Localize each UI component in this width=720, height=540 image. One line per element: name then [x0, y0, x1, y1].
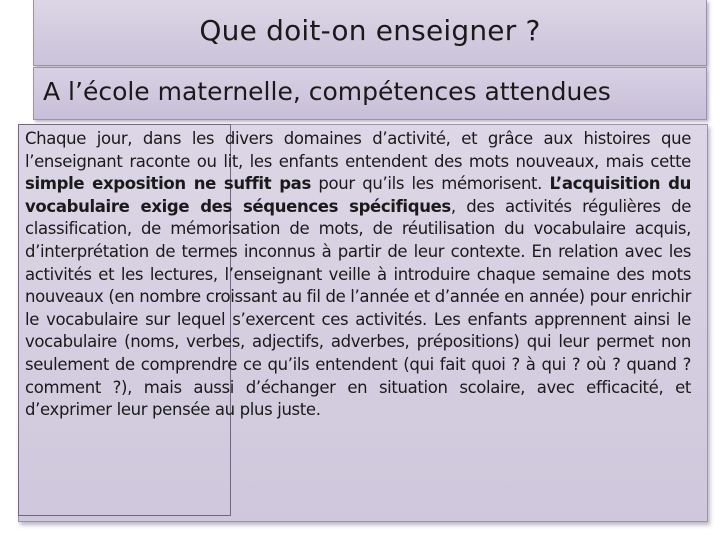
slide-title: Que doit-on enseigner ? — [199, 14, 541, 47]
body-run-bold: L’acquisition du vocabulaire exige des séquences spécifiques — [25, 174, 692, 216]
body-paragraph — [25, 128, 691, 422]
body-run: Chaque jour, dans les divers domaines d’activité, et grâce aux histoires que l’enseignant raconte ou lit, les enfants entendent des mots nouveaux, mais cette — [25, 129, 691, 171]
body-run: , des activités régulières de classification, de mémorisation de mots, de réutilisation du vocabulaire acquis, d’interprétation de termes inconnus à partir de leur contexte. En relation avec les activités et les lectures, l’enseignant veille à introduire chaque semaine des mots nouveaux (en nombre croissant au fil de l’année et d’année en année) pour enrichir le vocabulaire sur lequel s’exercent ces activités. Les enfants apprennent ainsi le vocabulaire (noms, verbes, adjectifs, adverbes, prépositions) qui leur permet non seulement de comprendre ce qu’ils entendent (qui fait quoi ? à qui ? où ? quand ? comment ?), mais aussi d’échanger en situation scolaire, avec efficacité, et d’exprimer leur pensée au plus juste. — [25, 196, 692, 420]
subtitle-box — [33, 67, 707, 120]
body-run-bold: simple exposition ne suffit pas — [25, 174, 311, 194]
body-run: pour qu’ils les mémorisent. — [310, 174, 550, 194]
slide-subtitle: A l’école maternelle, compétences attendues — [43, 77, 611, 106]
title-box — [33, 0, 707, 66]
